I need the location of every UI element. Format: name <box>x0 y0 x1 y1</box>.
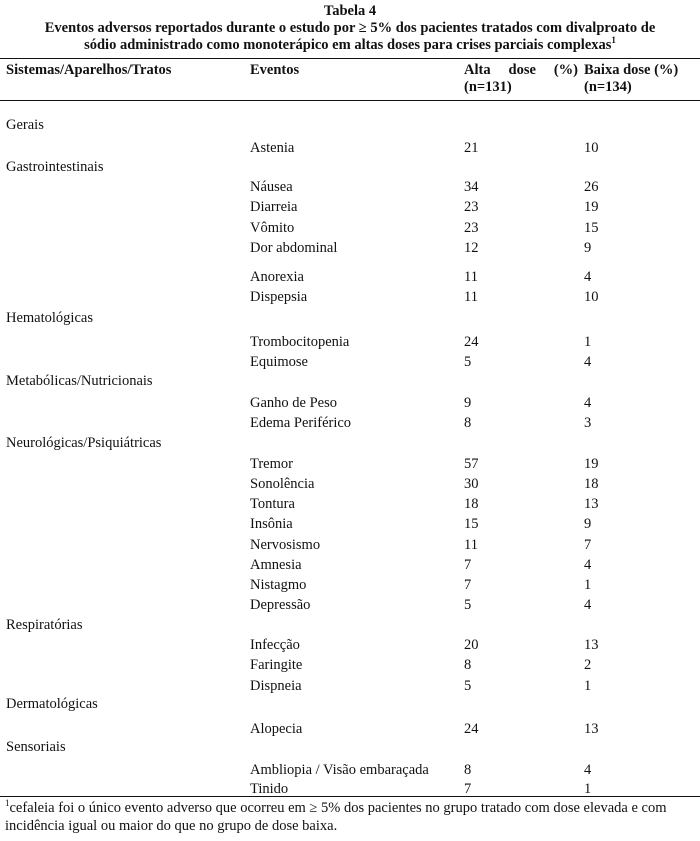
event-name: Astenia <box>250 140 295 156</box>
low-dose-value: 1 <box>584 781 592 797</box>
low-dose-value: 10 <box>584 289 599 305</box>
group-label: Hematológicas <box>6 310 93 326</box>
header-bottom-rule <box>0 100 700 101</box>
high-dose-value: 18 <box>464 496 479 512</box>
low-dose-value: 10 <box>584 140 599 156</box>
low-dose-value: 3 <box>584 415 592 431</box>
header-low-dose-n: (n=134) <box>584 79 632 95</box>
event-name: Equimose <box>250 354 308 370</box>
high-dose-value: 11 <box>464 537 478 553</box>
event-name: Edema Periférico <box>250 415 352 431</box>
event-name: Nervosismo <box>250 537 321 553</box>
table-bottom-rule <box>0 796 700 797</box>
low-dose-value: 15 <box>584 220 599 236</box>
high-dose-value: 7 <box>464 557 472 573</box>
group-label: Neurológicas/Psiquiátricas <box>6 435 162 451</box>
header-high-dose-n: (n=131) <box>464 79 512 95</box>
high-dose-value: 30 <box>464 476 479 492</box>
low-dose-value: 4 <box>584 354 592 370</box>
footnote-mark: 1 <box>5 798 10 809</box>
group-label: Gastrointestinais <box>6 159 104 175</box>
high-dose-value: 5 <box>464 597 472 613</box>
event-name: Sonolência <box>250 476 315 492</box>
high-dose-value: 15 <box>464 516 479 532</box>
high-dose-value: 23 <box>464 220 479 236</box>
event-name: Tinido <box>250 781 289 797</box>
low-dose-value: 19 <box>584 199 599 215</box>
low-dose-value: 4 <box>584 269 592 285</box>
title-footnote-mark: 1 <box>611 35 616 46</box>
high-dose-value: 5 <box>464 354 472 370</box>
high-dose-value: 5 <box>464 678 472 694</box>
high-dose-value: 34 <box>464 179 479 195</box>
low-dose-value: 9 <box>584 240 592 256</box>
table-title-line-2 <box>0 37 700 54</box>
low-dose-value: 18 <box>584 476 599 492</box>
event-name: Insônia <box>250 516 293 532</box>
low-dose-value: 4 <box>584 395 592 411</box>
header-high-dose <box>464 62 578 96</box>
header-systems: Sistemas/Aparelhos/Tratos <box>6 62 172 78</box>
low-dose-value: 4 <box>584 762 592 778</box>
low-dose-value: 4 <box>584 597 592 613</box>
event-name: Faringite <box>250 657 303 673</box>
group-label: Gerais <box>6 117 44 133</box>
event-name: Dor abdominal <box>250 240 338 256</box>
header-high-dose-word-3: (%) <box>553 62 578 78</box>
low-dose-value: 2 <box>584 657 592 673</box>
event-name: Dispepsia <box>250 289 308 305</box>
high-dose-value: 9 <box>464 395 472 411</box>
event-name: Infecção <box>250 637 300 653</box>
group-label: Metabólicas/Nutricionais <box>6 373 153 389</box>
high-dose-value: 8 <box>464 762 472 778</box>
event-name: Diarreia <box>250 199 298 215</box>
event-name: Amnesia <box>250 557 302 573</box>
low-dose-value: 1 <box>584 334 592 350</box>
low-dose-value: 1 <box>584 577 592 593</box>
event-name: Tremor <box>250 456 293 472</box>
high-dose-value: 11 <box>464 289 478 305</box>
low-dose-value: 19 <box>584 456 599 472</box>
low-dose-value: 7 <box>584 537 592 553</box>
event-name: Tontura <box>250 496 295 512</box>
high-dose-value: 24 <box>464 334 479 350</box>
group-label: Sensoriais <box>6 739 66 755</box>
event-name: Depressão <box>250 597 311 613</box>
group-label: Respiratórias <box>6 617 83 633</box>
event-name: Dispneia <box>250 678 302 694</box>
header-high-dose-line-1 <box>464 62 578 79</box>
footnote <box>5 799 695 835</box>
event-name: Náusea <box>250 179 293 195</box>
low-dose-value: 13 <box>584 496 599 512</box>
footnote-text: cefaleia foi o único evento adverso que ocorreu em ≥ 5% dos pacientes no grupo tratado com dose elevada e com incidência igual ou maior do que no grupo de dose baixa. <box>5 800 667 834</box>
high-dose-value: 7 <box>464 577 472 593</box>
high-dose-value: 8 <box>464 415 472 431</box>
event-name: Trombocitopenia <box>250 334 350 350</box>
high-dose-value: 23 <box>464 199 479 215</box>
table-caption <box>0 3 700 54</box>
event-name: Ganho de Peso <box>250 395 337 411</box>
high-dose-value: 21 <box>464 140 479 156</box>
event-name: Anorexia <box>250 269 304 285</box>
high-dose-value: 11 <box>464 269 478 285</box>
header-low-dose-label: Baixa dose (%) <box>584 62 679 78</box>
low-dose-value: 4 <box>584 557 592 573</box>
header-top-rule <box>0 58 700 59</box>
event-name: Alopecia <box>250 721 303 737</box>
high-dose-value: 57 <box>464 456 479 472</box>
low-dose-value: 9 <box>584 516 592 532</box>
event-name: Ambliopia / Visão embaraçada <box>250 762 429 778</box>
low-dose-value: 13 <box>584 637 599 653</box>
header-low-dose <box>584 62 694 96</box>
event-name: Vômito <box>250 220 295 236</box>
high-dose-value: 8 <box>464 657 472 673</box>
header-high-dose-word-2: dose <box>508 62 536 78</box>
table-label: Tabela 4 <box>323 3 377 19</box>
header-events: Eventos <box>250 62 300 78</box>
header-high-dose-word-1: Alta <box>464 62 491 78</box>
high-dose-value: 7 <box>464 781 472 797</box>
low-dose-value: 13 <box>584 721 599 737</box>
table-title-line-2-text: sódio administrado como monoterápico em altas doses para crises parciais complexas <box>84 37 612 53</box>
group-label: Dermatológicas <box>6 696 98 712</box>
high-dose-value: 12 <box>464 240 479 256</box>
high-dose-value: 20 <box>464 637 479 653</box>
event-name: Nistagmo <box>250 577 307 593</box>
high-dose-value: 24 <box>464 721 479 737</box>
low-dose-value: 26 <box>584 179 599 195</box>
low-dose-value: 1 <box>584 678 592 694</box>
table-title-line-1: Eventos adversos reportados durante o estudo por ≥ 5% dos pacientes tratados com divalproato de <box>44 20 656 36</box>
